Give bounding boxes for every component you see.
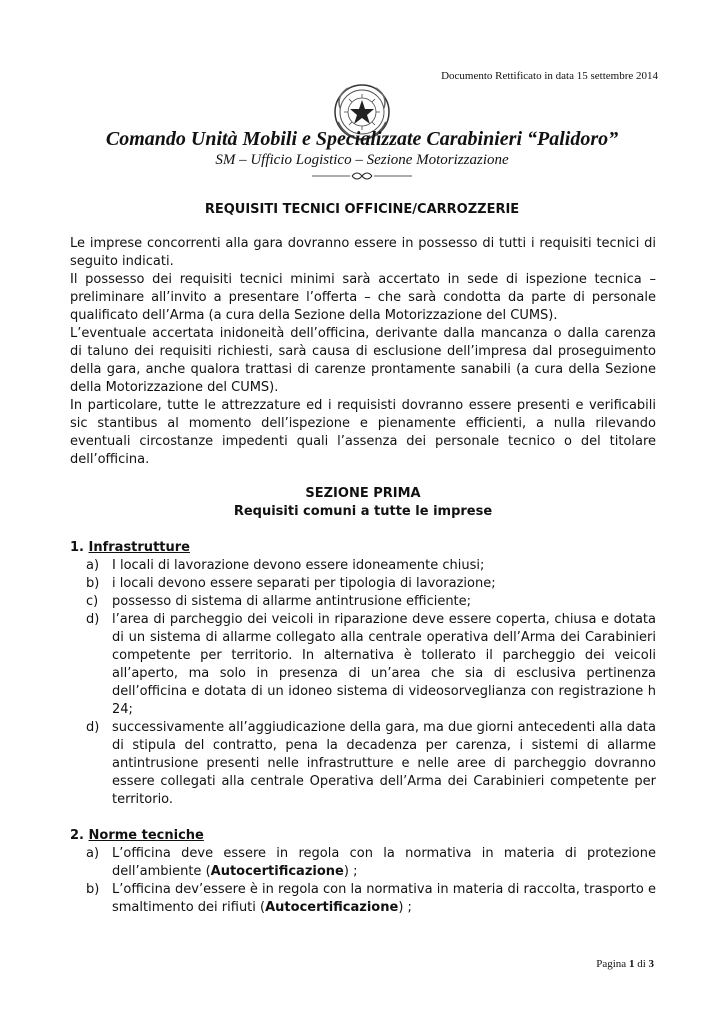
- list-marker: d): [86, 612, 100, 627]
- total-pages: 3: [648, 958, 654, 970]
- list-marker: a): [86, 558, 100, 573]
- list-item: [70, 845, 656, 881]
- top-note: Documento Rettificato in data 15 settembre 2014: [441, 70, 658, 82]
- list-item-text: L’officina deve essere in regola con la normativa in materia di protezione dell’ambiente (: [112, 846, 656, 879]
- list-item: [70, 575, 656, 593]
- part-title: Norme tecniche: [88, 828, 204, 843]
- intro-paragraph: Il possesso dei requisiti tecnici minimi sarà accertato in sede di ispezione tecnica – preliminare all’invito a presentare l’offerta – che sarà condotta da parte di personale qualificato dell’Arma (a cura della Sezione della Motorizzazione del CUMS).: [70, 272, 656, 323]
- list-item-text: l’area di parcheggio dei veicoli in riparazione deve essere coperta, chiusa e dotata di un sistema di allarme collegato alla centrale operativa dell’Arma dei Carabinieri competente per territorio. In alternativa è tollerato il parcheggio dei veicoli all’aperto, ma solo in presenza di un’area che sia di esclusiva pertinenza dell’officina e dotata di un idoneo sistema di videosorveglianza con registrazione h 24;: [112, 612, 656, 717]
- part-title: Infrastrutture: [88, 540, 190, 555]
- document-subtitle: SM – Ufficio Logistico – Sezione Motorizzazione: [215, 152, 509, 168]
- document-body: [70, 235, 656, 917]
- document-title: Comando Unità Mobili e Specializzate Carabinieri “Palidoro”: [105, 128, 619, 150]
- intro-paragraph: In particolare, tutte le attrezzature ed i requisisti dovranno essere presenti e verificabili sic stantibus al momento dell’ispezione e pienamente efficienti, a nulla rilevando eventuali circostanze impedenti quali l’assenza dei personale tecnico o del titolare dell’officina.: [70, 398, 656, 467]
- list-marker: d): [86, 720, 100, 735]
- part-heading: [70, 827, 656, 845]
- requirements-list: [70, 845, 656, 917]
- intro-paragraph: Le imprese concorrenti alla gara dovranno essere in possesso di tutti i requisiti tecnici di seguito indicati.: [70, 236, 656, 269]
- list-item-text: i locali devono essere separati per tipologia di lavorazione;: [112, 576, 496, 591]
- list-marker: b): [86, 576, 100, 591]
- page-number: [596, 958, 654, 970]
- list-item-text: L’officina dev’essere è in regola con la normativa in materia di raccolta, trasporto e smaltimento dei rifiuti (: [112, 882, 656, 915]
- list-item-bold: Autocertificazione: [265, 900, 399, 915]
- part-number: 1.: [70, 540, 84, 555]
- page-heading: REQUISITI TECNICI OFFICINE/CARROZZERIE: [204, 202, 520, 217]
- part-heading: [70, 539, 656, 557]
- intro-paragraph: L’eventuale accertata inidoneità dell’officina, derivante dalla mancanza o dalla carenza di taluno dei requisiti richiesti, sarà causa di esclusione dell’impresa dal proseguimento della gara, anche qualora trattasi di carenze prontamente sanabili (a cura della Sezione della Motorizzazione del CUMS).: [70, 326, 656, 395]
- part-number: 2.: [70, 828, 84, 843]
- current-page: 1: [628, 958, 635, 970]
- of-word: di: [637, 958, 646, 970]
- list-item-text-end: ) ;: [398, 900, 412, 915]
- list-marker: a): [86, 846, 100, 861]
- list-item-text: successivamente all’aggiudicazione della gara, ma due giorni antecedenti alla data di stipula del contratto, pena la decadenza per carenza, i sistemi di allarme antintrusione presenti nelle infrastrutture e nelle aree di parcheggio dovranno essere collegati alla centrale Operativa dell’Arma dei Carabinieri competente per territorio.: [112, 720, 656, 807]
- section-subtitle: Requisiti comuni a tutte le imprese: [233, 504, 493, 519]
- list-item-text-end: ) ;: [343, 864, 358, 879]
- list-marker: b): [86, 882, 100, 897]
- section-title: SEZIONE PRIMA: [305, 486, 421, 501]
- requirements-list: [70, 557, 656, 809]
- list-item-bold: Autocertificazione: [210, 864, 344, 879]
- list-item: [70, 719, 656, 809]
- list-item-text: possesso di sistema di allarme antintrusione efficiente;: [112, 594, 472, 609]
- divider-ornament-icon: [312, 169, 412, 183]
- list-item: [70, 593, 656, 611]
- list-item: [70, 557, 656, 575]
- list-item-text: I locali di lavorazione devono essere idoneamente chiusi;: [112, 558, 485, 573]
- list-item: [70, 881, 656, 917]
- list-marker: c): [86, 594, 99, 609]
- page-word: Pagina: [596, 958, 627, 970]
- list-item: [70, 611, 656, 719]
